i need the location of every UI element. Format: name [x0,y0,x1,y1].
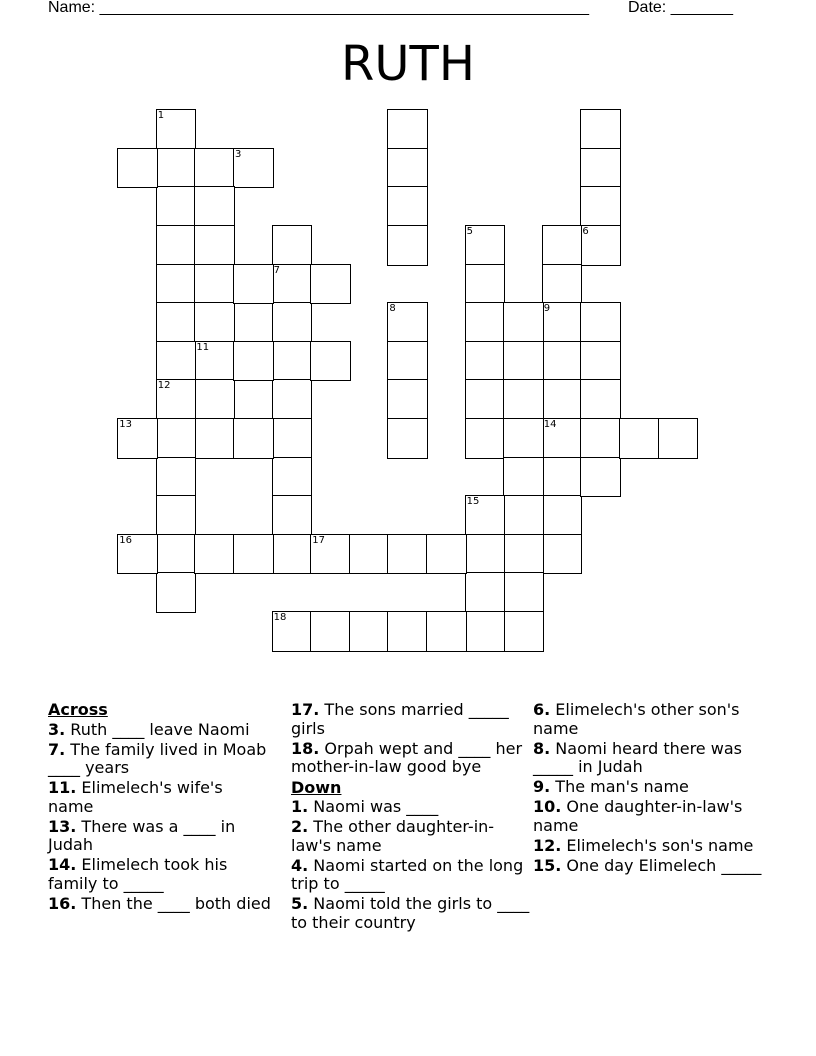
crossword-cell[interactable] [580,302,621,343]
crossword-cell[interactable] [272,341,313,382]
down-heading: Down [291,777,342,797]
crossword-cell[interactable] [272,264,313,305]
crossword-cell[interactable] [194,302,235,343]
clue-number: 14 [543,419,557,430]
clue-num: 4. [291,855,309,875]
crossword-cell[interactable] [310,611,351,652]
crossword-cell[interactable] [233,534,274,575]
crossword-cell[interactable] [310,534,351,575]
crossword-cell[interactable] [426,534,467,575]
clue-text: One daughter-in-law's name [533,797,743,835]
clue-text: Ruth ____ leave Naomi [65,719,250,739]
crossword-cell[interactable] [233,418,274,459]
crossword-cell[interactable] [387,225,428,266]
crossword-cell[interactable] [194,341,235,382]
clue-number: 1 [157,110,165,122]
crossword-cell[interactable] [349,534,390,575]
crossword-cell[interactable] [194,264,235,305]
crossword-cell[interactable] [387,379,428,420]
clue-number: 8 [389,303,396,315]
crossword-cell[interactable] [580,341,621,382]
crossword-cell[interactable] [272,379,313,420]
crossword-cell[interactable] [658,418,699,459]
crossword-cell[interactable] [503,534,544,575]
clue [48,818,273,855]
crossword-cell[interactable] [387,534,428,575]
crossword-cell[interactable] [387,109,428,150]
crossword-cell[interactable] [503,457,544,498]
crossword-cell[interactable] [465,341,506,382]
clue [48,895,273,914]
crossword-cell[interactable] [194,186,235,227]
crossword-cell[interactable] [156,379,197,420]
clue-num: 3. [48,719,66,739]
clue-num: 18. [291,738,320,758]
crossword-cell[interactable] [272,225,313,266]
crossword-cell[interactable] [156,495,197,536]
crossword-cell[interactable] [542,264,583,305]
crossword-cell[interactable] [580,379,621,420]
crossword-cell[interactable] [156,418,197,459]
clue-num: 11. [48,778,77,797]
crossword-cell[interactable] [272,495,313,536]
crossword-cell[interactable] [542,457,583,498]
crossword-cell[interactable] [426,611,467,652]
crossword-cell[interactable] [156,225,197,266]
crossword-cell[interactable] [272,457,313,498]
crossword-cell[interactable] [542,418,583,459]
crossword-cell[interactable] [542,495,583,536]
clue-text: One day Elimelech _____ [561,855,762,875]
crossword-cell[interactable] [465,225,506,266]
clue-text: Naomi was ____ [308,797,439,816]
clue-number: 13 [119,419,132,430]
crossword-cell[interactable] [156,341,197,382]
clue [533,778,763,797]
crossword-cell[interactable] [580,457,621,498]
clue-text: The sons married _____ girls [291,700,509,738]
crossword-cell[interactable] [465,418,506,459]
clue-text: Then the ____ both died [76,893,271,913]
clue-number: 6 [582,226,589,237]
crossword-cell[interactable] [310,341,351,382]
crossword-cell[interactable] [542,534,583,575]
clue-text: Elimelech's wife's name [48,778,223,816]
crossword-cell[interactable] [349,611,390,652]
clue-number: 15 [466,496,480,508]
crossword-cell[interactable] [194,379,235,420]
crossword-cell[interactable] [387,611,428,652]
crossword-cell[interactable] [503,341,544,382]
clue-number: 16 [119,534,132,546]
clue-num: 2. [291,817,309,836]
crossword-cell[interactable] [580,186,621,227]
clue-text: Naomi told the girls to ____ to their country [291,894,530,932]
clue-text: The man's name [550,777,689,796]
crossword-cell[interactable] [117,534,158,575]
clue [533,740,763,777]
crossword-cell[interactable] [272,611,313,652]
clue [291,740,531,777]
crossword-cell[interactable] [580,148,621,189]
crossword-cell[interactable] [387,418,428,459]
clue-text: Orpah wept and ____ her mother-in-law good bye [291,738,523,776]
clue-num: 17. [291,700,320,719]
clue [291,701,531,738]
crossword-cell[interactable] [156,457,197,498]
crossword-cell[interactable] [465,264,506,305]
clue-text: Naomi heard there was _____ in Judah [533,738,742,776]
crossword-cell[interactable] [465,611,506,652]
clue [48,856,273,893]
crossword-cell[interactable] [272,534,313,575]
clue-num: 9. [533,777,551,796]
crossword-cell[interactable] [387,341,428,382]
crossword-cell[interactable] [465,534,506,575]
clue-number: 7 [273,264,280,276]
clue-num: 8. [533,738,551,758]
across-heading: Across [48,700,108,719]
clue [533,701,763,738]
crossword-cell[interactable] [503,611,544,652]
clue [533,857,763,876]
crossword-cell[interactable] [156,264,197,305]
clue-text: Elimelech took his family to _____ [48,855,228,893]
date-field-label: Date: _______ [628,0,733,16]
clue-num: 13. [48,816,77,836]
crossword-cell[interactable] [580,109,621,150]
clue-num: 12. [533,835,562,855]
clue-num: 10. [533,797,562,816]
clue-text: The family lived in Moab ____ years [48,739,267,777]
clue [48,721,273,740]
clue [291,798,531,817]
crossword-cell[interactable] [465,379,506,420]
crossword-cell[interactable] [156,572,197,613]
crossword-cell[interactable] [117,148,158,189]
clue-num: 16. [48,893,77,913]
clue-text: Elimelech's other son's name [533,700,740,738]
clue [533,798,763,835]
clue-number: 17 [312,534,325,546]
crossword-cell[interactable] [580,225,621,266]
clue-text: Naomi started on the long trip to _____ [291,855,524,893]
crossword-cell[interactable] [194,225,235,266]
crossword-cell[interactable] [542,341,583,382]
crossword-cell[interactable] [619,418,660,459]
crossword-cell[interactable] [465,572,506,613]
clue-number: 18 [273,612,287,623]
crossword-cell[interactable] [233,148,274,189]
crossword-cell[interactable] [503,302,544,343]
clue-num: 15. [533,855,562,875]
name-field-label: Name: _______________________________________________________ [48,0,589,16]
crossword-cell[interactable] [503,572,544,613]
page-title: RUTH [341,36,475,92]
crossword-cell[interactable] [542,379,583,420]
crossword-cell[interactable] [156,109,197,150]
clue [48,741,273,778]
crossword-cell[interactable] [272,418,313,459]
clue-num: 5. [291,894,309,913]
clue-num: 7. [48,739,66,759]
crossword-cell[interactable] [272,302,313,343]
crossword-cell[interactable] [156,186,197,227]
crossword-cell[interactable] [465,495,506,536]
crossword-cell[interactable] [387,186,428,227]
clue-text: Elimelech's son's name [561,835,754,855]
crossword-cell[interactable] [542,302,583,343]
crossword-cell[interactable] [387,148,428,189]
clue-text: There was a ____ in Judah [48,816,236,854]
crossword-cell[interactable] [194,148,235,189]
crossword-cell[interactable] [503,495,544,536]
crossword-cell[interactable] [580,418,621,459]
clue [291,857,531,894]
clue-number: 11 [196,341,210,353]
clue-num: 1. [291,797,309,816]
crossword-cell[interactable] [156,148,197,189]
crossword-cell[interactable] [117,418,158,459]
clue-number: 5 [466,226,473,237]
clue [533,837,763,856]
crossword-cell[interactable] [233,341,274,382]
crossword-cell[interactable] [194,534,235,575]
clue-column-1 [48,701,273,915]
clue [291,895,531,932]
clue-column-2 [291,701,531,934]
crossword-cell[interactable] [465,302,506,343]
crossword-cell[interactable] [310,264,351,305]
crossword-cell[interactable] [542,225,583,266]
crossword-cell[interactable] [156,302,197,343]
clue-num: 6. [533,700,551,719]
clue-text: The other daughter-in-law's name [291,817,495,855]
clue-number: 3 [235,148,242,160]
crossword-cell[interactable] [156,534,197,575]
crossword-cell[interactable] [503,418,544,459]
crossword-cell[interactable] [503,379,544,420]
crossword-cell[interactable] [387,302,428,343]
crossword-cell[interactable] [233,264,274,305]
clue-number: 9 [543,303,551,315]
clue-num: 14. [48,855,77,874]
clue [48,779,273,816]
crossword-cell[interactable] [194,418,235,459]
clue-column-3 [533,701,763,877]
clue-number: 12 [157,380,171,392]
clue [291,818,531,855]
